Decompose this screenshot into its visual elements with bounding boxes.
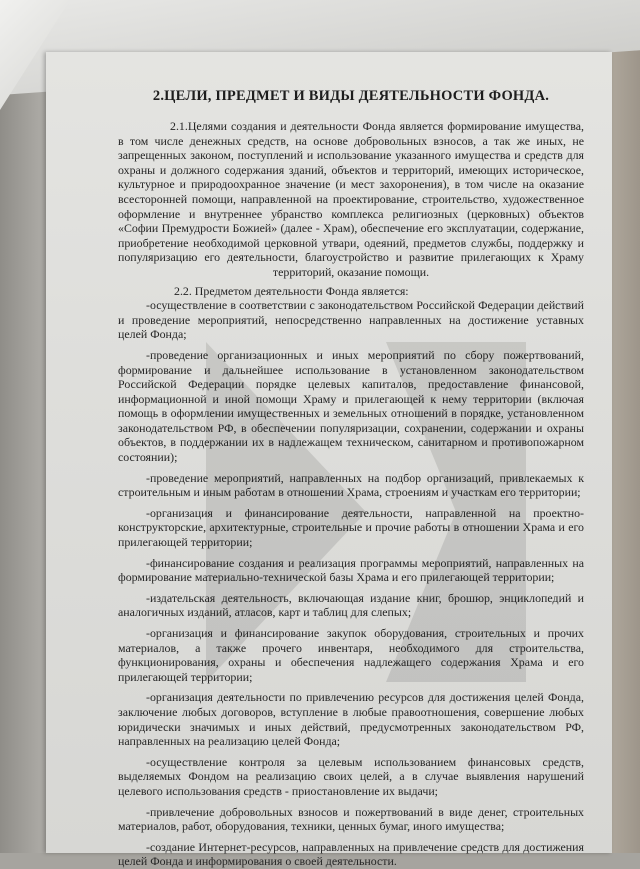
list-item: -организация и финансирование закупок оборудования, строительных и прочих материалов, а также прочего инвентаря, необходимого для строительства, функционирования, охраны и обеспечения надлежащего содержания Храма и его прилегающей территории; xyxy=(118,626,584,684)
list-item: -финансирование создания и реализация программы мероприятий, направленных на формирование материально-технической базы Храма и его прилегающей территории; xyxy=(118,555,584,585)
section-title: 2.ЦЕЛИ, ПРЕДМЕТ И ВИДЫ ДЕЯТЕЛЬНОСТИ ФОНДА. xyxy=(152,88,550,104)
list-item: -организация деятельности по привлечению ресурсов для достижения целей Фонда, заключение любых договоров, вступление в любые правоотношения, совершение любых юридически значимых и иных действий, предусмотренных законодательством РФ, направленных на реализацию целей Фонда; xyxy=(118,690,584,749)
list-item: -издательская деятельность, включающая издание книг, брошюр, энциклопедий и аналогичных изданий, атласов, карт и таблиц для слепых; xyxy=(118,590,584,620)
list-item: -осуществление в соответствии с законодательством Российской Федерации действий и проведение мероприятий, непосредственно направленных на достижение уставных целей Фонда; xyxy=(118,298,584,342)
paragraph-2-2-heading: 2.2. Предметом деятельности Фонда является: xyxy=(174,283,409,298)
list-item: -привлечение добровольных взносов и пожертвований в виде денег, строительных материалов, работ, оборудования, техники, ценных бумаг, иного имущества; xyxy=(118,804,584,834)
list-item: -проведение мероприятий, направленных на подбор организаций, привлекаемых к строительным и иным работам в отношении Храма, строениям и участкам его территории; xyxy=(118,470,584,500)
list-item: -проведение организационных и иных мероприятий по сбору пожертвований, формирование и дальнейшее использование в установленном законодательством Российской Федерации порядке целевых капиталов, предоставление финансовой, информационной и иной помощи Храму и прилегающей к нему территории (включая помощь в оформлении имущественных и земельных отношений в порядке, установленном законодательством РФ, в обеспечении популяризации, сохранении, содержании и охраны объектов, в поддержании их в надлежащем техническом, санитарном и противопожарном состоянии); xyxy=(118,347,584,465)
paragraph-2-1: 2.1.Целями создания и деятельности Фонда является формирование имущества, в том числе денежных средств, на основе добровольных взносов, а так же иных, не запрещенных законом, поступлений и использование указанного имущества и средств для охраны и должного содержания зданий, объектов и территорий, имеющих историческое, культурное и природоохранное значение (и мест захоронения), в том числе на оказание всесторонней помощи, направленной на проектирование, строительство, художественное оформление и внутреннее убранство комплекса религиозных (церковных) объектов «Софии Премудрости Божией» (далее - Храм), обеспечение его эксплуатации, содержание, приобретение необходимой церковной утвари, одеяний, предметов службы, поддержку и популяризацию его деятельности, благоустройство и развитие прилегающих к Храму территорий, оказание помощи. xyxy=(118,119,584,279)
list-item: -осуществление контроля за целевым использованием финансовых средств, выделяемых Фондом на реализацию своих целей, а в случае выявления нарушений целевого использования средств - приостановление их выдачи; xyxy=(118,754,584,798)
document-body xyxy=(118,119,584,869)
document-page xyxy=(46,52,612,869)
list-item: -организация и финансирование деятельности, направленной на проектно-конструкторские, архитектурные, строительные и прочие работы в отношении Храма и его прилегающей территории; xyxy=(118,505,584,550)
list-item: -создание Интернет-ресурсов, направленных на привлечение средств для достижения целей Фонда и информирования о своей деятельности. xyxy=(118,839,584,869)
